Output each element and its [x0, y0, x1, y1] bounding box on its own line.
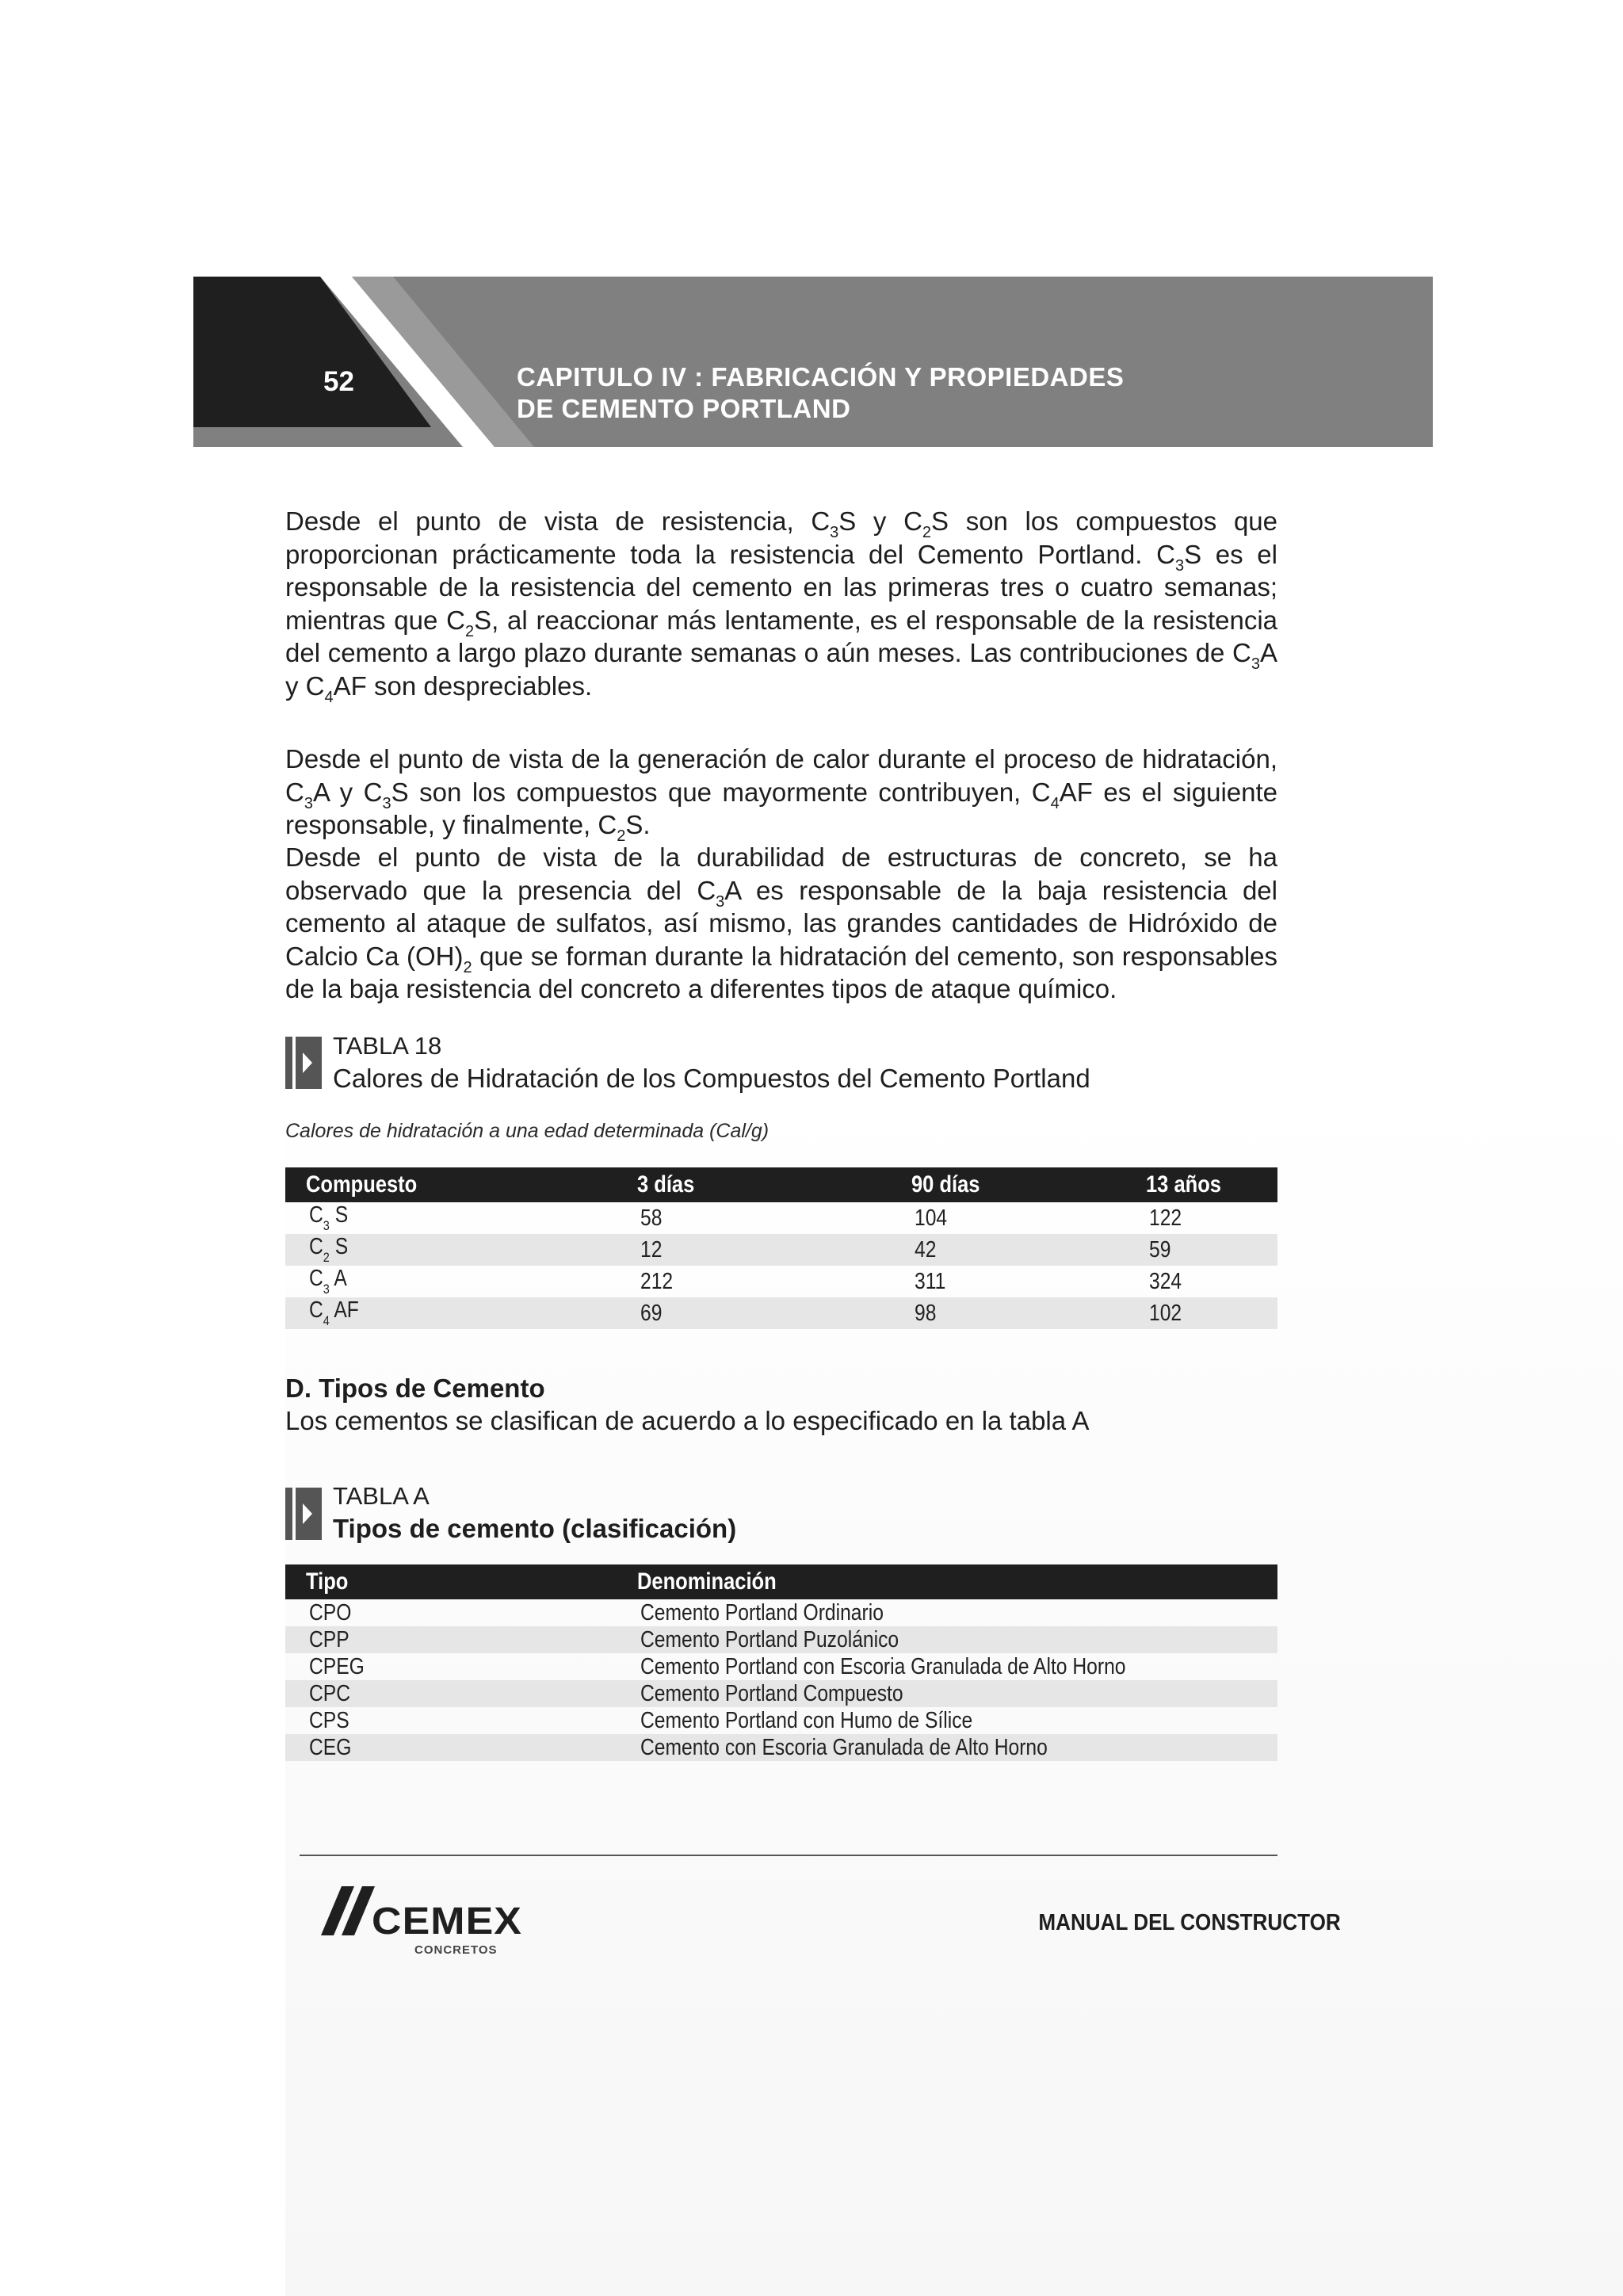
table-row [285, 1297, 1277, 1329]
column-header: Compuesto [285, 1167, 617, 1202]
table-row [285, 1680, 1277, 1707]
paragraph-resistencia: Desde el punto de vista de resistencia, $C_3S$ y $C_2S$ son los compuestos que proporcionan prácticamente toda la resistencia del Cemento Portland. $C_3S$ es el responsable de la resistencia del cemento en las primeras tres o cuatro semanas; mientras que $C_2S$, al reaccionar más lentamente, es el responsable de la resistencia del cemento a largo plazo durante semanas o aún meses. Las contribuciones de $C_3A$ y $C_4AF$ son despreciables. [285, 506, 1278, 706]
table18 [285, 1167, 1277, 1329]
column-header: Denominación [617, 1564, 1277, 1599]
table18-title: Calores de Hidratación de los Compuestos del Cemento Portland [333, 1064, 1090, 1093]
table18-note: Calores de hidratación a una edad determinada (Cal/g) [285, 1120, 769, 1142]
manual-title: MANUAL DEL CONSTRUCTOR [1038, 1910, 1341, 1935]
table-marker-icon [285, 1037, 322, 1089]
type-cell: CPC [285, 1680, 617, 1707]
compound-cell: $C_3$ S [309, 1202, 349, 1233]
table-row [285, 1266, 1277, 1297]
table18-label: TABLA 18 [333, 1032, 442, 1060]
tableA-label: TABLA A [333, 1482, 430, 1510]
type-cell: CEG [285, 1734, 617, 1761]
column-header: 13 años [1125, 1167, 1277, 1202]
type-cell: CPS [309, 1707, 349, 1733]
table-row [285, 1234, 1277, 1266]
paragraph-calor: Desde el punto de vista de la generación de calor durante el proceso de hidratación, $C_3A$ y $C_3S$ son los compuestos que mayormente contribuyen, $C_4AF$ es el siguiente responsable, y finalmente, $C_2S$. [285, 744, 1278, 845]
name-cell: Cemento Portland con Humo de Sílice [640, 1707, 973, 1733]
value-cell: 59 [1125, 1234, 1277, 1266]
value-cell: 122 [1149, 1205, 1182, 1231]
page-number: 52 [323, 366, 354, 397]
table-header-row [285, 1564, 1277, 1599]
value-cell: 98 [891, 1297, 1125, 1329]
footer-rule [300, 1855, 1277, 1856]
column-header: 3 días [617, 1167, 891, 1202]
name-cell: Cemento Portland con Escoria Granulada de Alto Horno [640, 1653, 1126, 1679]
table-header-row [285, 1167, 1277, 1202]
svg-text:CONCRETOS: CONCRETOS [414, 1943, 498, 1957]
name-cell: Cemento Portland Ordinario [640, 1599, 884, 1626]
svg-text:CEMEX: CEMEX [372, 1901, 522, 1943]
name-cell: Cemento con Escoria Granulada de Alto Horno [617, 1734, 1277, 1761]
section-body: Los cementos se clasifican de acuerdo a lo especificado en la tabla A [285, 1406, 1090, 1435]
value-cell: 58 [640, 1205, 663, 1231]
table-marker-icon [285, 1488, 322, 1540]
table-row [285, 1734, 1277, 1761]
name-cell: Cemento Portland Puzolánico [617, 1626, 1277, 1653]
type-cell: CPO [309, 1599, 352, 1626]
chapter-title-line2: DE CEMENTO PORTLAND [517, 394, 851, 423]
table-row [285, 1626, 1277, 1653]
compound-cell: $C_2$ S [285, 1234, 617, 1266]
value-cell: 42 [891, 1234, 1125, 1266]
value-cell: 12 [617, 1234, 891, 1266]
value-cell: 212 [640, 1268, 674, 1294]
tableA [285, 1564, 1277, 1761]
chapter-title-line1: CAPITULO IV : FABRICACIÓN Y PROPIEDADES [517, 362, 1125, 392]
type-cell: CPP [285, 1626, 617, 1653]
column-header: Tipo [285, 1564, 617, 1599]
table-row [285, 1202, 1277, 1234]
value-cell: 324 [1149, 1268, 1182, 1294]
chapter-title [517, 361, 1124, 425]
value-cell: 311 [915, 1268, 946, 1294]
table-row [285, 1599, 1277, 1626]
column-header: 90 días [891, 1167, 1125, 1202]
compound-cell: $C_4$ AF [285, 1297, 617, 1329]
cemex-logo [321, 1886, 527, 1966]
compound-cell: $C_3$ A [309, 1266, 347, 1297]
type-cell: CPEG [309, 1653, 365, 1679]
value-cell: 104 [915, 1205, 948, 1231]
table-row [285, 1707, 1277, 1734]
section-title: D. Tipos de Cemento [285, 1373, 545, 1403]
paragraph-durabilidad: Desde el punto de vista de la durabilidad de estructuras de concreto, se ha observado que la presencia del $C_3A$ es responsable de la baja resistencia del cemento al ataque de sulfatos, así mismo, las grandes cantidades de Hidróxido de Calcio Ca $(OH)_2$ que se forman durante la hidratación del cemento, son responsables de la baja resistencia del concreto a diferentes tipos de ataque químico. [285, 842, 1278, 1003]
name-cell: Cemento Portland Compuesto [617, 1680, 1277, 1707]
table-row [285, 1653, 1277, 1680]
value-cell: 102 [1125, 1297, 1277, 1329]
tableA-title: Tipos de cemento (clasificación) [333, 1514, 737, 1543]
value-cell: 69 [617, 1297, 891, 1329]
